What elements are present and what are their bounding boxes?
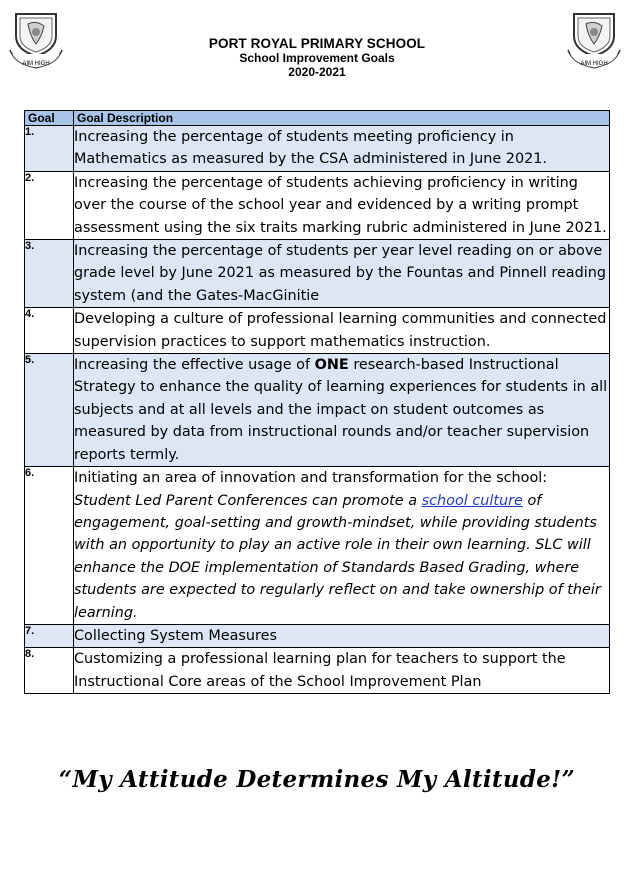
table-row xyxy=(25,240,610,308)
table-row xyxy=(25,624,610,647)
goal-text-part: research-based Instructional Strategy to enhance the quality of learning experiences for students in all subjects and at all levels and the impact on student outcomes as measured by data from instructional rounds and/or teacher supervision reports termly. xyxy=(74,357,608,463)
goal-number: 2. xyxy=(25,171,74,239)
goal-number: 7. xyxy=(25,624,74,647)
school-motto: “My Attitude Determines My Altitude!” xyxy=(58,766,576,793)
goal-number: 4. xyxy=(25,308,74,354)
table-row xyxy=(25,171,610,239)
goal-text-part: Increasing the effective usage of xyxy=(74,357,315,374)
table-row xyxy=(25,467,610,625)
goal-description xyxy=(74,467,610,625)
goal-description xyxy=(74,354,610,467)
logo-motto-text: AIM HIGH xyxy=(580,61,608,67)
school-name: PORT ROYAL PRIMARY SCHOOL xyxy=(208,36,426,51)
goal-description: Increasing the percentage of students per year level reading on or above grade level by June 2021 as measured by the Fountas and Pinnell reading system (and the Gates-MacGinitie xyxy=(74,240,610,308)
school-year: 2020-2021 xyxy=(288,65,346,79)
goal-number: 1. xyxy=(25,126,74,172)
goal-description: Developing a culture of professional learning communities and connected supervision practices to support mathematics instruction. xyxy=(74,308,610,354)
goal-number: 5. xyxy=(25,354,74,467)
table-row xyxy=(25,308,610,354)
goal-number: 8. xyxy=(25,648,74,694)
goal-italic-text: of engagement, goal-setting and growth-mindset, while providing students with an opportunity to play an active role in their own learning. SLC will enhance the DOE implementation of Standards Based Grading, where students are expected to regularly reflect on and take ownership of their learning. xyxy=(74,492,601,621)
logo-motto-text: AIM HIGH xyxy=(22,61,50,67)
goal-description: Increasing the percentage of students achieving proficiency in writing over the course of the school year and evidenced by a writing prompt assessment using the six traits marking rubric administered in June 2021. xyxy=(74,171,610,239)
document-header xyxy=(0,36,634,79)
table-row xyxy=(25,354,610,467)
goal-intro-text: Initiating an area of innovation and transformation for the school: xyxy=(74,470,548,487)
column-header-description: Goal Description xyxy=(74,111,610,126)
goal-description: Increasing the percentage of students meeting proficiency in Mathematics as measured by the CSA administered in June 2021. xyxy=(74,126,610,172)
goal-italic-text: Student Led Parent Conferences can promote a xyxy=(74,492,422,509)
document-subtitle: School Improvement Goals xyxy=(239,51,395,65)
goal-number: 6. xyxy=(25,467,74,625)
table-row xyxy=(25,126,610,172)
column-header-goal: Goal xyxy=(25,111,74,126)
goal-description: Customizing a professional learning plan for teachers to support the Instructional Core areas of the School Improvement Plan xyxy=(74,648,610,694)
goal-description: Collecting System Measures xyxy=(74,624,610,647)
goal-emphasis: ONE xyxy=(314,357,349,374)
table-header-row xyxy=(25,111,610,126)
goal-number: 3. xyxy=(25,240,74,308)
goals-table xyxy=(24,110,610,694)
table-row xyxy=(25,648,610,694)
school-culture-link[interactable]: school culture xyxy=(421,492,523,509)
